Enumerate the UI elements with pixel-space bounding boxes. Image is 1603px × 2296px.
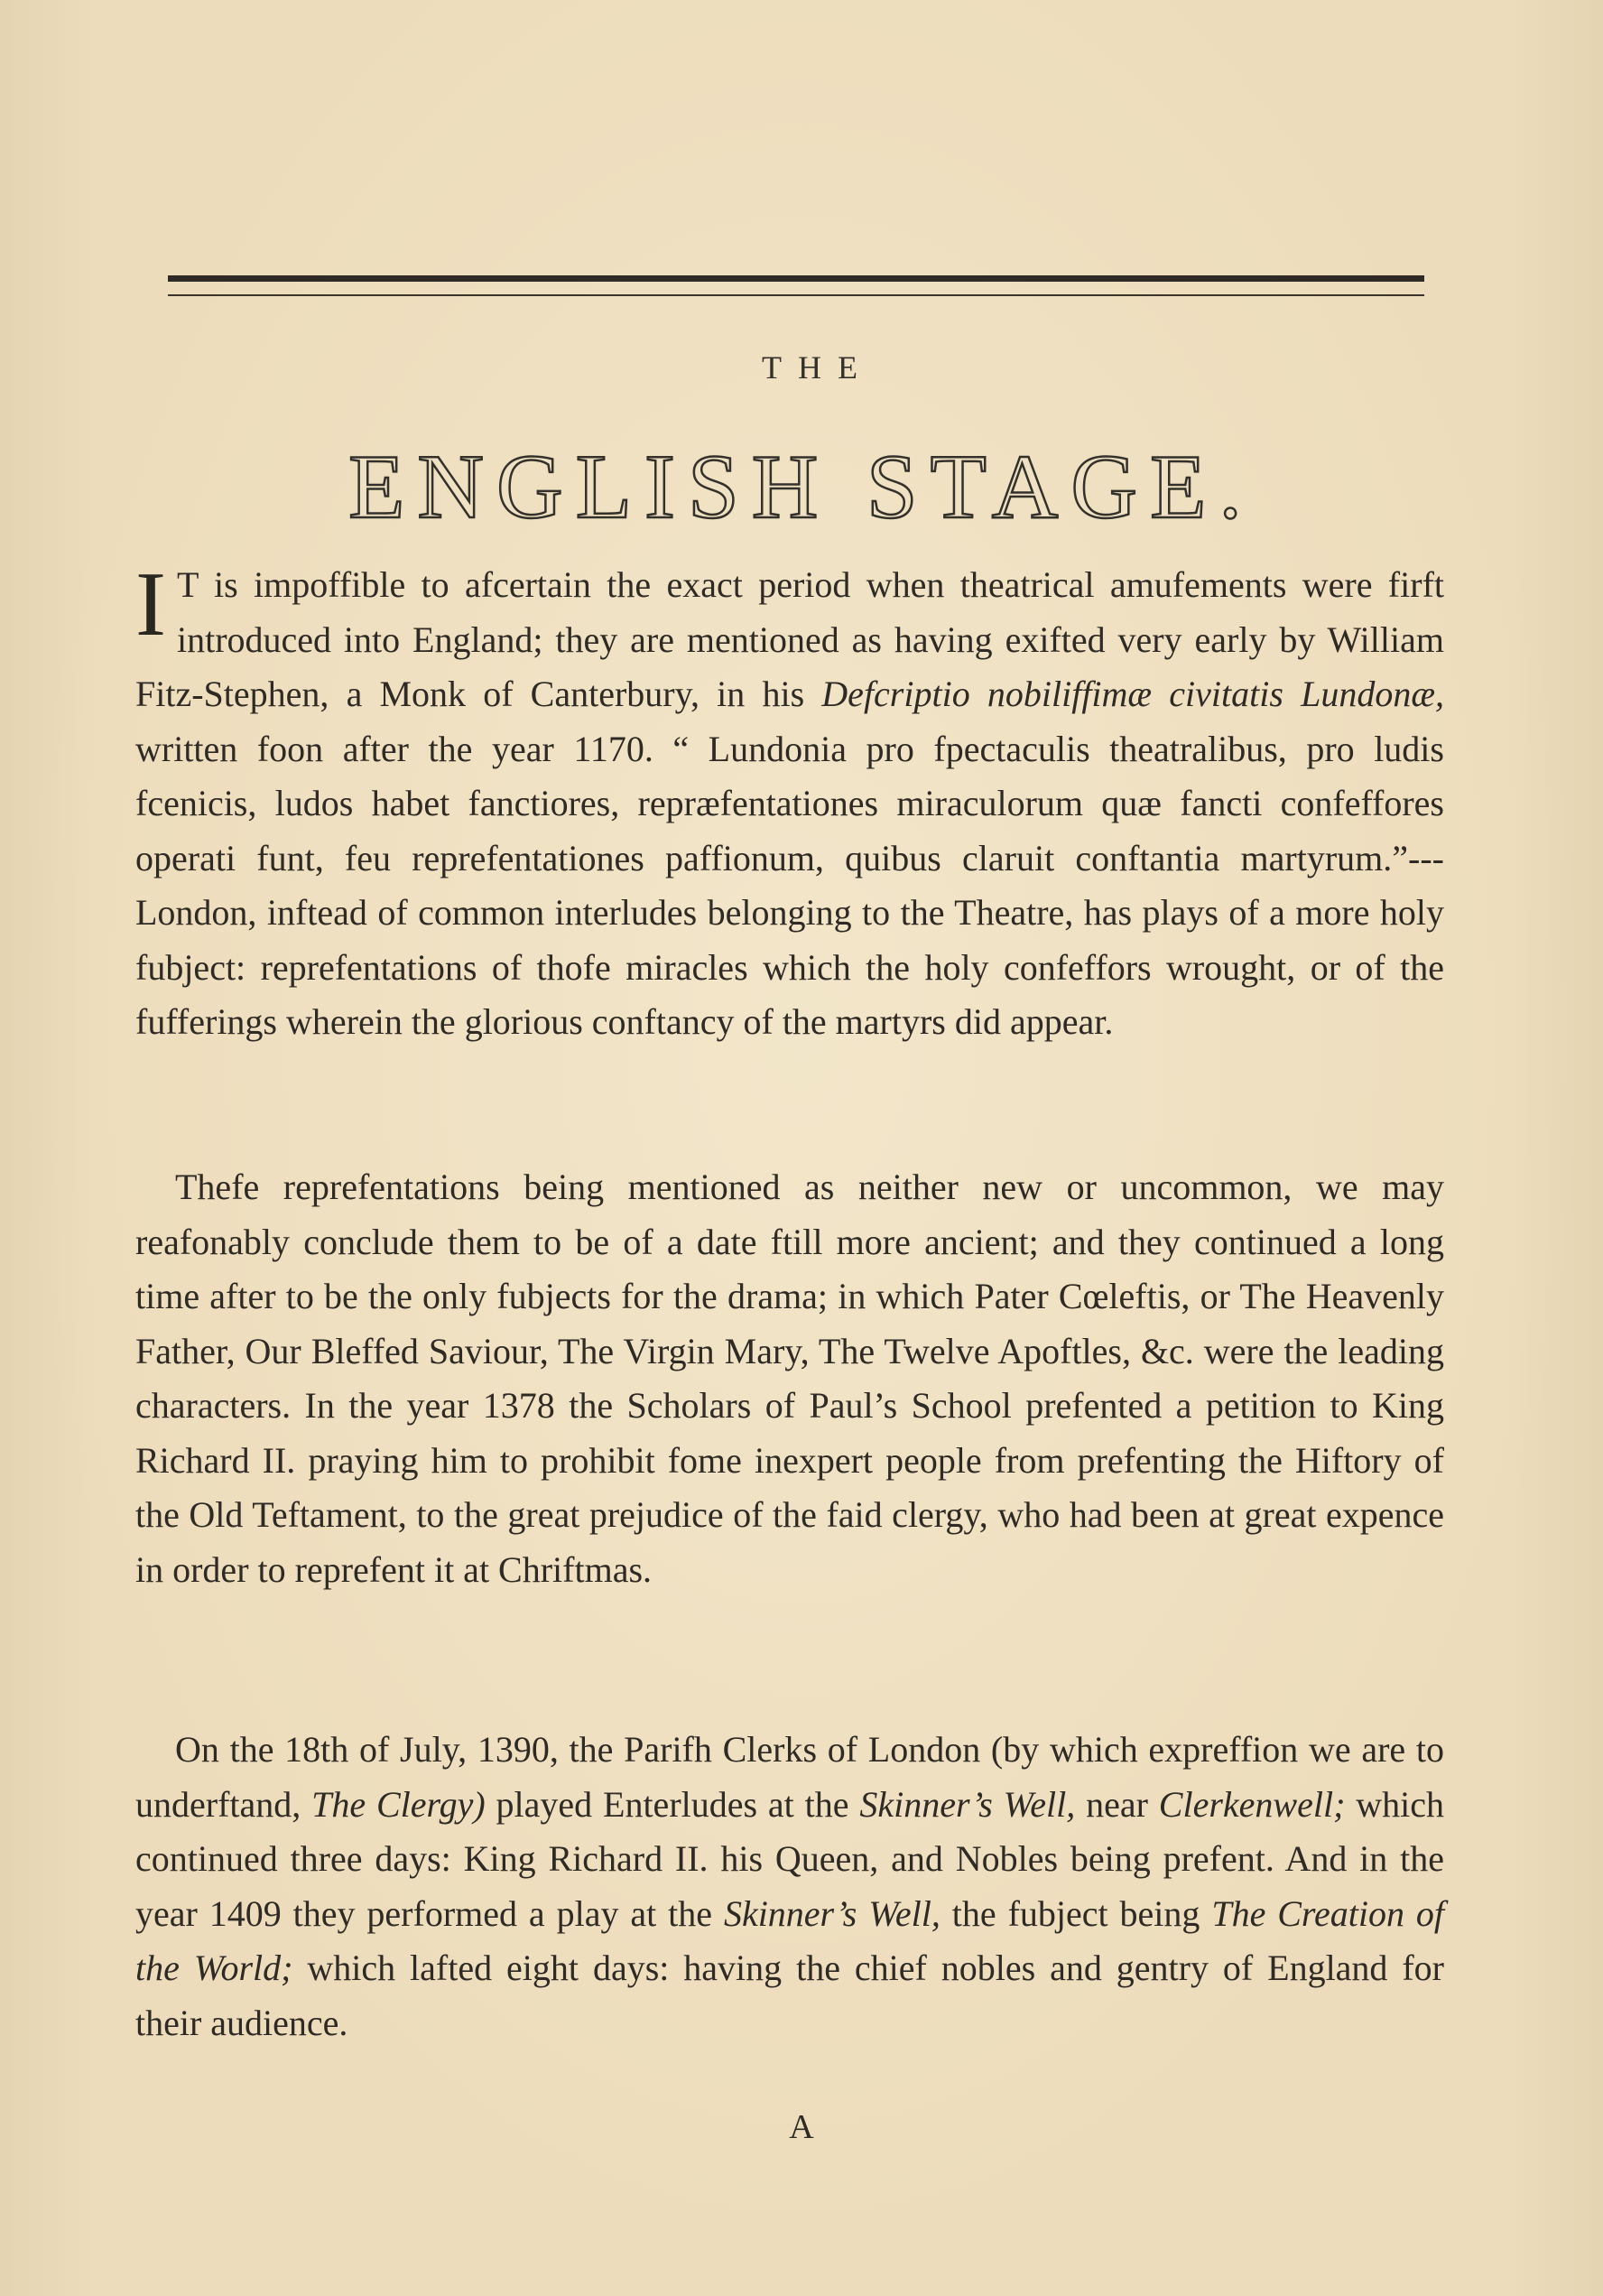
paragraph-1-text-a: T is impoffible to afcertain the exact period when theatrical amufements were firft introduced into England; they are mentioned as having exifted very early by William Fitz-Stephen, a Monk of Canterbury, in his (135, 564, 1444, 714)
italic-skinners-well-2: Skinner’s Well, (723, 1892, 940, 1934)
paragraph-1-text-b: written foon after the year 1170. “ Lundonia pro fpectaculis theatralibus, pro ludis fcenicis, ludos habet fanctiores, repræfentationes miraculorum quæ fancti confeffores operati funt, feu reprefentationes paffionum, quibus claruit conftantia martyrum.”--- London, inftead of common interludes belonging to the Theatre, has plays of a more holy fubject: reprefentations of thofe miracles which the holy confeffors wrought, or of the fufferings wherein the glorious conftancy of the martyrs did appear. (135, 728, 1444, 1042)
italic-creation-of-the-world: The Creation of the World; (135, 1892, 1445, 1988)
latin-title-italic: Defcriptio nobiliffimæ civitatis Lundonæ, (821, 674, 1444, 714)
paragraph-2 (135, 1160, 1444, 1597)
paragraph-3-text-a: On the 18th of July, 1390, the Parifh Clerks of London (by which expreffion we are to underftand, (135, 1729, 1444, 1825)
paragraph-1 (135, 553, 1444, 1050)
drop-cap: I (135, 553, 166, 655)
italic-skinners-well-1: Skinner’s Well, (859, 1783, 1076, 1825)
italic-clerkenwell: Clerkenwell; (1158, 1783, 1346, 1825)
heading-the: THE (762, 349, 874, 386)
header-rule-thin (168, 294, 1424, 296)
italic-the-clergy: The Clergy) (311, 1783, 486, 1825)
header-rule-thick (168, 275, 1424, 282)
paragraph-3 (135, 1723, 1444, 2050)
paragraph-2-text: Thefe reprefentations being mentioned as neither new or uncommon, we may reafonably conclude them to be of a date ftill more ancient; and they continued a long time after to be the only fubjects for the drama; in which Pater Cœleftis, or The Heavenly Father, Our Bleffed Saviour, The Virgin Mary, The Twelve Apoftles, &c. were the leading characters. In the year 1378 the Scholars of Paul’s School prefented a petition to King Richard II. praying him to prohibit fome inexpert people from prefenting the Hiftory of the Old Teftament, to the great prejudice of the faid clergy, who had been at great expence in order to reprefent it at Chriftmas. (135, 1167, 1444, 1590)
signature-mark: A (789, 2108, 814, 2146)
page-title: ENGLISH STAGE. (348, 436, 1255, 538)
paragraph-3-text-e: the fubject being (940, 1892, 1212, 1934)
paragraph-3-text-f: which lafted eight days: having the chief nobles and gentry of England for their audience. (135, 1947, 1445, 2043)
paragraph-3-text-d: which continued three days: King Richard II. his Queen, and Nobles being prefent. And in the year 1409 they performed a play at the (135, 1783, 1445, 1934)
paragraph-3-text-c: near (1075, 1783, 1159, 1825)
paragraph-3-text-b: played Enterludes at the (485, 1783, 860, 1825)
